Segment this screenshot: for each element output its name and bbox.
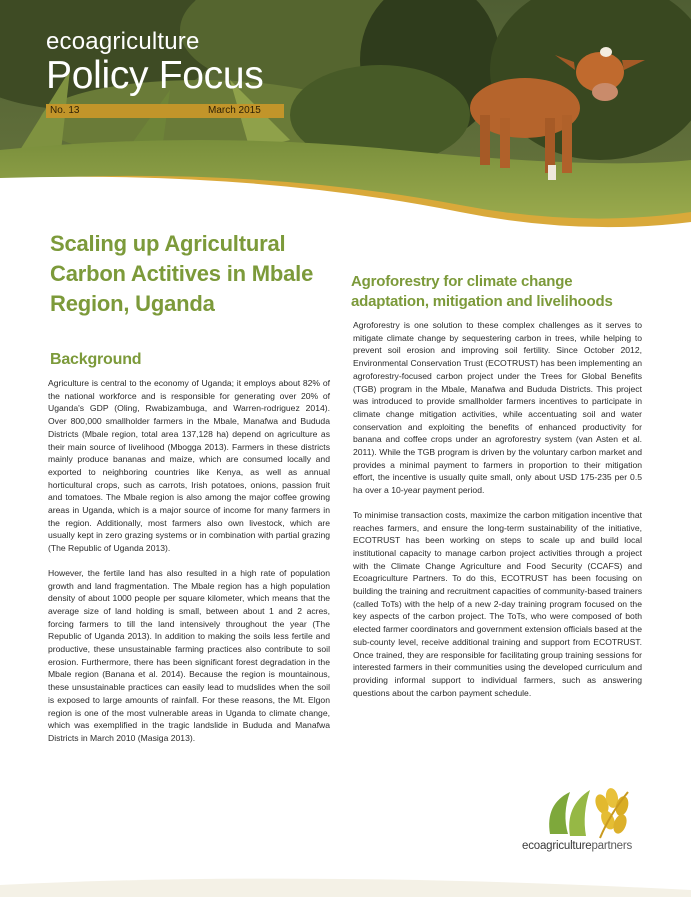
background-paragraph-2: However, the fertile land has also resulted in a high rate of population growth and land fragmentation. The Mbale region has a high population density of about 1000 people per square kilometer, which means that the average size of land holding is small, between about 1 and 2 acres, forcing farmers to till the land intensively throughout the year (The Republic of Uganda 2013). In addition to making the soils less fertile and productive, these unsustainable farming practices also contribute to soil erosion. Furthermore, there has been significant forest degradation in the Mbale region (Banana et al. 2014). Because the region is mountainous, these unsustainable practices can easily lead to mudslides when the soil is exposed to large amounts of rainfall. For these reasons, the Mt. Elgon region is one of the most vulnerable areas in Uganda to climate change, which was exemplified in the tragic landslide in Bududa and Manafwa Districts in March 2010 (Masiga 2013). <box>48 567 330 743</box>
background-paragraph-1: Agriculture is central to the economy of Uganda; it employs about 82% of the national workforce and is responsible for generating over 20% of Uganda's GDP (Oling, Rwabizambuga, and Warren-rodriguez 2014). Over 800,000 smallholder farmers in the Mbale, Manafwa and Bududa Districts (Mbale region, total area 137,128 ha) depend on agriculture as their main source of livelihood (Mbogga 2013). Farmers in these districts mainly produce bananas and maize, which are consumed locally and exported to neighboring countries like Kenya, as well as annual horticultural crops, such as carrots, Irish potatoes, onions, passion fruit and tomatoes. The Mbale region is also among the major coffee growing areas in Uganda, which is a major source of income for many farmers in the region. Additionally, most farmers also own livestock, which are usually kept in zero grazing systems or in combination with partial grazing (The Republic of Uganda 2013). <box>48 378 330 554</box>
issue-date: March 2015 <box>208 105 261 116</box>
agroforestry-heading: Agroforestry for climate change adaptation, mitigation and livelihoods <box>351 273 613 310</box>
agroforestry-paragraph-1: Agroforestry is one solution to these complex challenges as it serves to mitigate climate change by sequestering carbon in trees, while helping to prevent soil erosion and improving soil fertility. Since October 2012, Environmental Conservation Trust (ECOTRUST) has been implementing an agroforestry-focused carbon project under the Trees for Global Benefits (TGB) program in the Mbale, Manafwa and Bududa Districts. This project was introduced to provide smallholder farmers incentives to participate in climate change mitigation activities, while accentuating soil and water conservation and exploiting the benefits of enhanced productivity for banana and coffee crops under an agroforestry system (van Asten et al. 2011). While the TGB program is driven by the voluntary carbon market and provides a minimal payment to farmers in proportion to their mitigation effort, the incentive is usually quite small, only about USD 175-235 per 0.5 ha over a 10-year payment period. <box>353 320 642 496</box>
masthead <box>46 30 263 96</box>
agroforestry-paragraph-2: To minimise transaction costs, maximize the carbon mitigation incentive that reaches farmers, and ensure the long-term sustainability of the initiative, ECOTRUST has been working on steps to scale up and build local institutional capacity to manage carbon project activities through a project with the Climate Change Agriculture and Food Security (CCAFS) and Ecoagriculture Partners. To do this, ECOTRUST has been focusing on building the training and recruitment capacities of community-based trainers (called ToTs) with the help of a new 2-day training program focused on the key aspects of the carbon project. The ToTs, who were composed of both elected farmer coordinators and government extension officials based at the sub-county level, receive additional training and support from ECOTRUST. Once trained, they are responsible for facilitating group training sessions for interested farmers in their communities using the developed curriculum and providing informal support to individual farmers, such as answering questions about the carbon payment schedule. <box>353 509 642 698</box>
background-heading: Background <box>50 351 142 368</box>
document-title: Scaling up Agricultural Carbon Actitives in Mbale Region, Uganda <box>50 231 314 316</box>
bottom-swoosh <box>0 850 691 897</box>
brand-line-2: Policy Focus <box>46 54 264 97</box>
header-photo <box>0 0 691 250</box>
ecoagriculture-partners-logo <box>516 784 666 856</box>
issue-bar <box>46 104 284 118</box>
logo-word-ecoagriculture: ecoagriculture <box>522 840 592 852</box>
logo-word-partners: partners <box>591 840 633 852</box>
wheat-leaf-icon <box>540 784 640 840</box>
agroforestry-column <box>353 319 642 711</box>
background-column <box>48 377 330 757</box>
issue-number: No. 13 <box>50 105 80 116</box>
brand-line-1: ecoagriculture <box>46 28 200 55</box>
